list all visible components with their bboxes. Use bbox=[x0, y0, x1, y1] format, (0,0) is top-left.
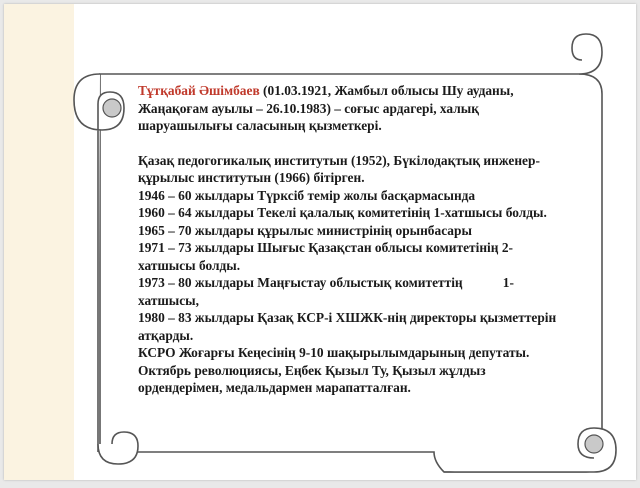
career-1973-part-a: 1973 – 80 жылдары Маңғыстау облыстық комитеттің bbox=[138, 275, 463, 290]
career-line: 1980 – 83 жылдары Қазақ КСР-і ХШЖК-нің директоры қызметтерін атқарды. bbox=[138, 310, 557, 343]
career-line-1973 bbox=[138, 274, 568, 309]
career-line: 1960 – 64 жылдары Текелі қалалық комитетінің 1-хатшысы болды. bbox=[138, 205, 547, 220]
career-line: 1965 – 70 жылдары құрылыс министрінің орынбасары bbox=[138, 222, 472, 238]
person-name: Тұтқабай Әшімбаев bbox=[138, 83, 260, 98]
paragraph-gap bbox=[138, 135, 568, 152]
intro-text: (01.03.1921, Жамбыл облысы Шу ауданы, Жаңақоғам ауылы – 26.10.1983) – соғыс ардагері, халық шаруашылығы саласының қызметкері. bbox=[138, 83, 514, 133]
education-line: Қазақ педогогикалық институтын (1952), Бүкілодақтық инженер-құрылыс институтын (1966) бітірген. bbox=[138, 152, 540, 185]
career-line: 1971 – 73 жылдары Шығыс Қазақстан облысы комитетінің 2-хатшысы болды. bbox=[138, 240, 513, 273]
slide bbox=[4, 4, 636, 480]
scroll-top-right-curl bbox=[572, 34, 602, 74]
career-line: 1946 – 60 жылдары Түрксіб темір жолы басқармасында bbox=[138, 187, 476, 203]
scroll-top-roll-shadow bbox=[103, 99, 121, 117]
biography-text bbox=[138, 82, 568, 397]
deputy-line: КСРО Жоғарғы Кеңесінің 9-10 шақырылымдарының депутаты. bbox=[138, 345, 530, 360]
intro-paragraph bbox=[138, 82, 568, 135]
scroll-bottom-roll-shadow bbox=[585, 435, 603, 453]
awards-line: Октябрь революциясы, Еңбек Қызыл Ту, Қызыл жұлдыз ордендерімен, медальдармен марапатталған. bbox=[138, 362, 486, 395]
career-1973-part-b: 1-хатшысы, bbox=[138, 275, 514, 308]
